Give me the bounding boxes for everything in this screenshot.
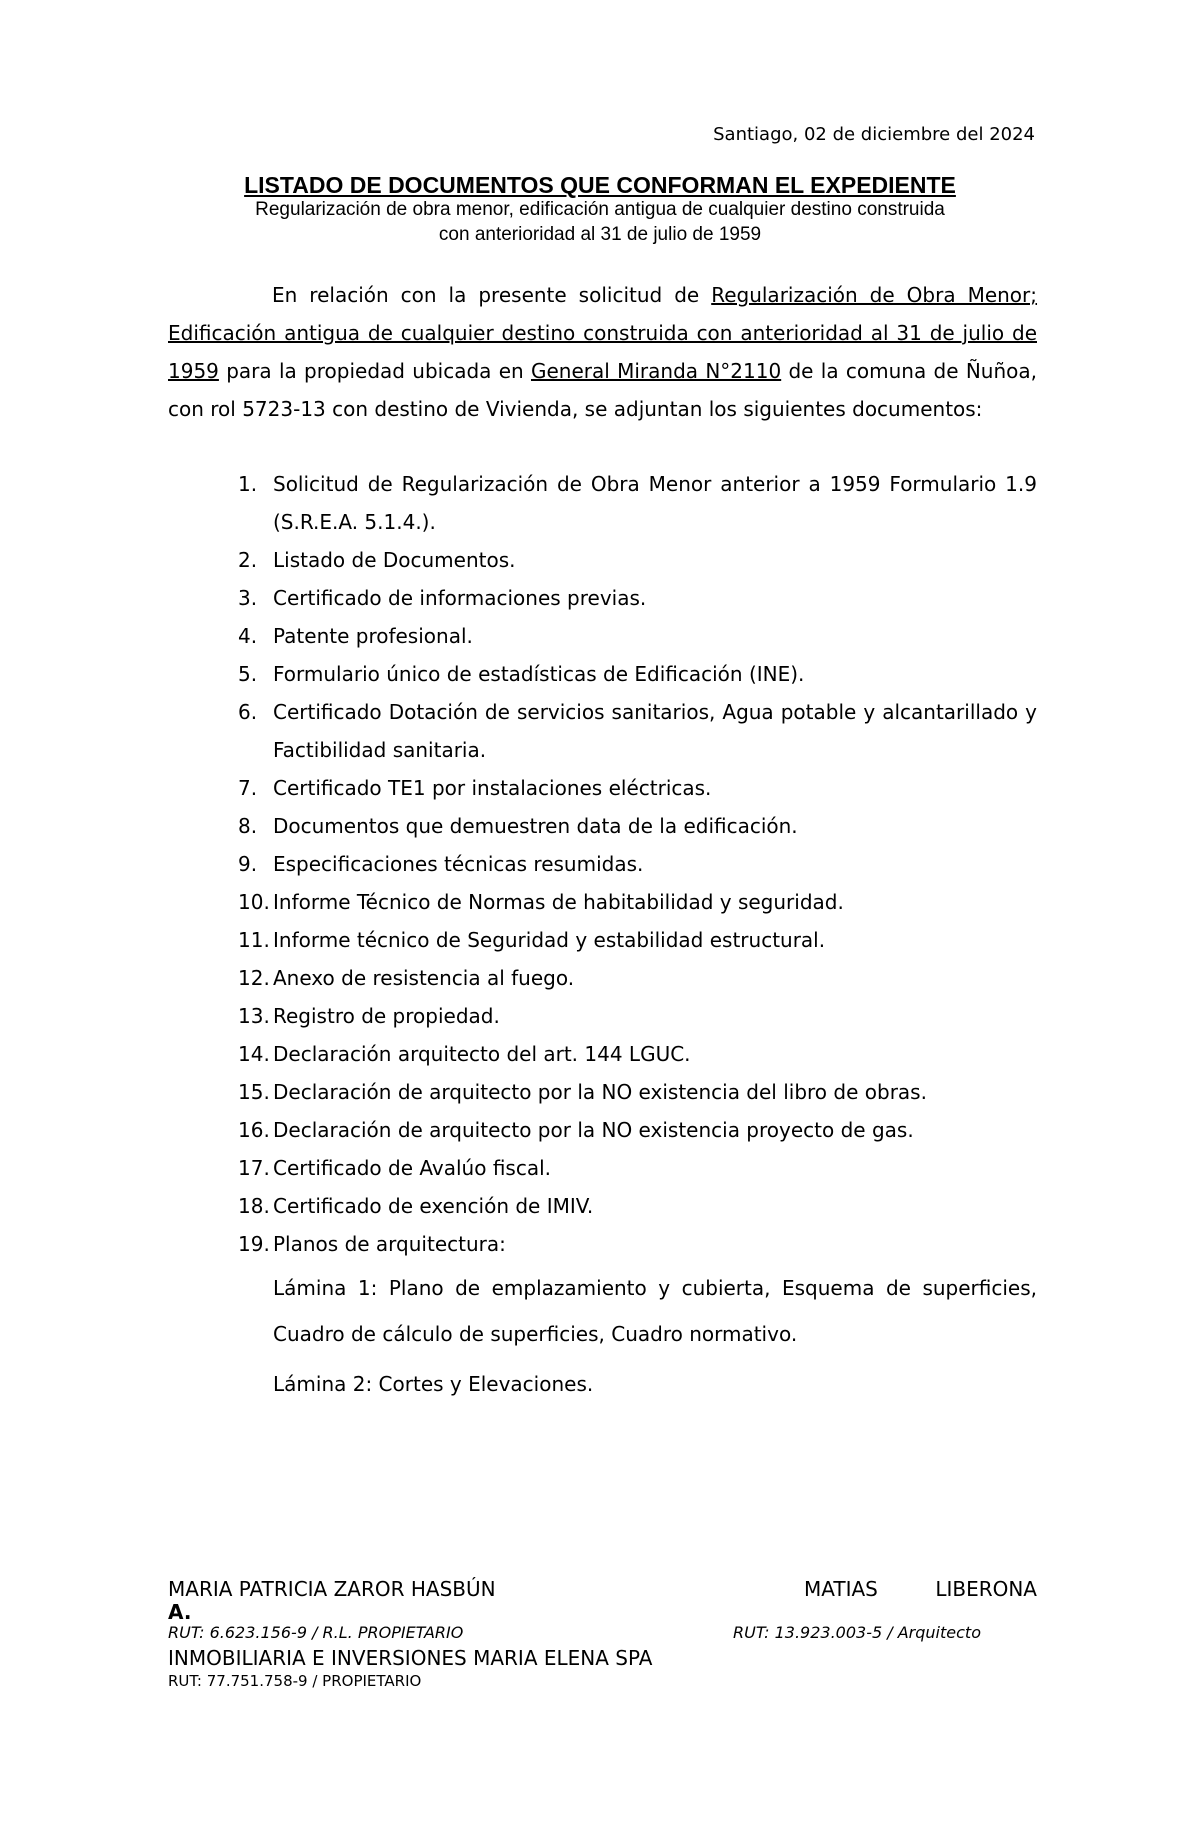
list-item	[168, 845, 1037, 883]
subtitle-line-1: Regularización de obra menor, edificación antigua de cualquier destino construida	[255, 199, 945, 220]
company-name: INMOBILIARIA E INVERSIONES MARIA ELENA SPA	[168, 1646, 653, 1670]
item-number: 15.	[238, 1080, 270, 1104]
item-text: Informe Técnico de Normas de habitabilidad y seguridad.	[273, 890, 844, 914]
item-number: 3.	[238, 586, 258, 610]
item-text: Declaración de arquitecto por la NO existencia del libro de obras.	[273, 1080, 927, 1104]
item-text: Certificado de informaciones previas.	[273, 586, 647, 610]
documents-list	[168, 465, 1037, 1263]
item-number: 7.	[238, 776, 258, 800]
item-text: Formulario único de estadísticas de Edificación (INE).	[273, 662, 805, 686]
list-item	[168, 807, 1037, 845]
item-number: 9.	[238, 852, 258, 876]
list-item	[168, 1187, 1037, 1225]
item-text: Certificado de Avalúo fiscal.	[273, 1156, 551, 1180]
list-item	[168, 959, 1037, 997]
list-item	[168, 693, 1037, 769]
item-text: Solicitud de Regularización de Obra Menor anterior a 1959 Formulario 1.9 (S.R.E.A. 5.1.4.).	[273, 472, 1037, 534]
item-text: Certificado TE1 por instalaciones eléctricas.	[273, 776, 712, 800]
item-number: 11.	[238, 928, 270, 952]
item-number: 14.	[238, 1042, 270, 1066]
item-text: Informe técnico de Seguridad y estabilidad estructural.	[273, 928, 826, 952]
intro-procedure-name: Regularización de Obra Menor; Edificación antigua de cualquier destino construida con anterioridad al 31 de julio de 1959	[168, 283, 1038, 383]
item-text: Especificaciones técnicas resumidas.	[273, 852, 644, 876]
item-number: 13.	[238, 1004, 270, 1028]
document-title: LISTADO DE DOCUMENTOS QUE CONFORMAN EL EXPEDIENTE	[244, 172, 956, 198]
intro-paragraph	[168, 276, 1037, 428]
intro-property-address: General Miranda N°2110	[530, 359, 782, 383]
subtitle-line-2: con anterioridad al 31 de julio de 1959	[438, 224, 762, 245]
intro-text-1: En relación con la presente solicitud de	[272, 283, 712, 307]
list-item	[168, 921, 1037, 959]
item-text: Registro de propiedad.	[273, 1004, 500, 1028]
list-item	[168, 997, 1037, 1035]
item-text: Certificado Dotación de servicios sanitarios, Agua potable y alcantarillado y Factibilidad sanitaria.	[273, 700, 1037, 762]
intro-text-3: de la comuna de Ñuñoa, con rol 5723-13 con destino de Vivienda, se adjuntan los siguientes documentos:	[168, 359, 1037, 421]
signer-right-name-continuation: A.	[168, 1600, 192, 1624]
item-text: Anexo de resistencia al fuego.	[273, 966, 575, 990]
item-text: Patente profesional.	[273, 624, 473, 648]
item-text: Documentos que demuestren data de la edificación.	[273, 814, 798, 838]
company-rut: RUT: 77.751.758-9 / PROPIETARIO	[168, 1672, 422, 1690]
document-date: Santiago, 02 de diciembre del 2024	[713, 124, 1035, 145]
list-item	[168, 579, 1037, 617]
item-number: 10.	[238, 890, 270, 914]
intro-text-2: para la propiedad ubicada en	[218, 359, 531, 383]
signer-right-rut: RUT: 13.923.003-5 / Arquitecto	[733, 1623, 981, 1642]
list-item	[168, 1225, 1037, 1263]
signer-left-rut: RUT: 6.623.156-9 / R.L. PROPIETARIO	[168, 1623, 464, 1642]
list-item	[168, 769, 1037, 807]
item-number: 18.	[238, 1194, 270, 1218]
item-number: 19.	[238, 1232, 270, 1256]
document-subtitle	[180, 197, 1020, 247]
item-text: Certificado de exención de IMIV.	[273, 1194, 594, 1218]
list-item	[168, 617, 1037, 655]
item-number: 17.	[238, 1156, 270, 1180]
list-item	[168, 1111, 1037, 1149]
item-text: Declaración de arquitecto por la NO existencia proyecto de gas.	[273, 1118, 914, 1142]
item-number: 4.	[238, 624, 258, 648]
list-item	[168, 883, 1037, 921]
item-text: Declaración arquitecto del art. 144 LGUC.	[273, 1042, 691, 1066]
item-number: 1.	[238, 472, 258, 496]
item-text: Planos de arquitectura:	[273, 1232, 506, 1256]
list-item	[168, 541, 1037, 579]
list-item	[168, 655, 1037, 693]
item-number: 16.	[238, 1118, 270, 1142]
list-item	[168, 1149, 1037, 1187]
signer-right-name: MATIAS LIBERONA	[804, 1577, 1037, 1601]
item-number: 8.	[238, 814, 258, 838]
list-item	[168, 465, 1037, 541]
lamina-1-description: Lámina 1: Plano de emplazamiento y cubierta, Esquema de superficies, Cuadro de cálculo de superficies, Cuadro normativo.	[273, 1276, 1037, 1346]
list-item	[168, 1073, 1037, 1111]
lamina-2-description: Lámina 2: Cortes y Elevaciones.	[273, 1372, 594, 1396]
item-number: 6.	[238, 700, 258, 724]
signer-left-name: MARIA PATRICIA ZAROR HASBÚN	[168, 1577, 496, 1601]
item-number: 12.	[238, 966, 270, 990]
item-text: Listado de Documentos.	[273, 548, 516, 572]
list-item	[168, 1035, 1037, 1073]
item-number: 2.	[238, 548, 258, 572]
item-number: 5.	[238, 662, 258, 686]
